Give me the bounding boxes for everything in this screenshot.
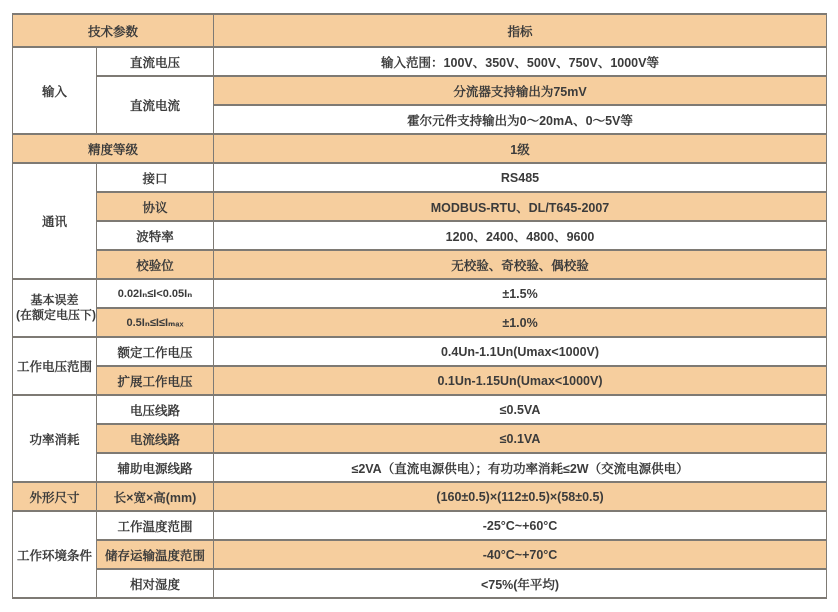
input-category-cell: 输入 — [13, 47, 97, 134]
parity-value-cell: 无校验、奇校验、偶校验 — [214, 250, 827, 279]
rated-voltage-row — [13, 337, 827, 366]
voltage-circuit-value-cell: ≤0.5VA — [214, 395, 827, 424]
dc-voltage-value-cell: 输入范围：100V、350V、500V、750V、1000V等 — [214, 47, 827, 76]
protocol-row — [13, 192, 827, 221]
indicator-header-cell: 指标 — [214, 14, 827, 47]
interface-value-cell: RS485 — [214, 163, 827, 192]
power-category-cell: 功率消耗 — [13, 395, 97, 482]
extended-voltage-row — [13, 366, 827, 395]
aux-circuit-value-cell: ≤2VA（直流电源供电）；有功功率消耗≤2W（交流电源供电） — [214, 453, 827, 482]
dimensions-row — [13, 482, 827, 511]
dc-voltage-label-cell: 直流电压 — [97, 47, 214, 76]
dc-current-label-cell: 直流电流 — [97, 76, 214, 134]
baud-rate-row — [13, 221, 827, 250]
baud-rate-label-cell: 波特率 — [97, 221, 214, 250]
extended-voltage-label-cell: 扩展工作电压 — [97, 366, 214, 395]
humidity-label-cell: 相对湿度 — [97, 569, 214, 598]
environment-category-cell: 工作环境条件 — [13, 511, 97, 598]
basic-error-category-cell — [13, 279, 97, 337]
error-low-range-row — [13, 279, 827, 308]
operating-temp-value-cell: -25°C~+60°C — [214, 511, 827, 540]
aux-circuit-label-cell: 辅助电源线路 — [97, 453, 214, 482]
parity-label-cell: 校验位 — [97, 250, 214, 279]
hall-output-value-cell: 霍尔元件支持输出为0～20mA、0～5V等 — [214, 105, 827, 134]
aux-circuit-row — [13, 453, 827, 482]
parity-row — [13, 250, 827, 279]
header-row — [13, 14, 827, 47]
dimensions-value-cell: (160±0.5)×(112±0.5)×(58±0.5) — [214, 482, 827, 511]
accuracy-class-label-cell: 精度等级 — [13, 134, 214, 163]
tech-params-header-cell: 技术参数 — [13, 14, 214, 47]
storage-temp-row — [13, 540, 827, 569]
protocol-label-cell: 协议 — [97, 192, 214, 221]
basic-error-category-label: 基本误差 (在额定电压下) — [16, 293, 96, 322]
voltage-range-category-cell: 工作电压范围 — [13, 337, 97, 395]
dimensions-label-cell: 外形尺寸 — [13, 482, 97, 511]
error-low-range-label-cell: 0.02Iₙ≤I<0.05Iₙ — [97, 279, 214, 308]
operating-temp-label-cell: 工作温度范围 — [97, 511, 214, 540]
rated-voltage-label-cell: 额定工作电压 — [97, 337, 214, 366]
protocol-value-cell: MODBUS-RTU、DL/T645-2007 — [214, 192, 827, 221]
accuracy-class-row — [13, 134, 827, 163]
current-circuit-value-cell: ≤0.1VA — [214, 424, 827, 453]
error-high-range-row — [13, 308, 827, 337]
humidity-row — [13, 569, 827, 598]
spec-table — [12, 13, 827, 599]
operating-temp-row — [13, 511, 827, 540]
comm-category-cell: 通讯 — [13, 163, 97, 279]
voltage-circuit-label-cell: 电压线路 — [97, 395, 214, 424]
shunt-output-row — [13, 76, 827, 105]
dimensions-sub-label-cell: 长×宽×高(mm) — [97, 482, 214, 511]
dc-voltage-row — [13, 47, 827, 76]
error-high-range-label-cell: 0.5Iₙ≤I≤Iₘₐₓ — [97, 308, 214, 337]
shunt-output-value-cell: 分流器支持输出为75mV — [214, 76, 827, 105]
rated-voltage-value-cell: 0.4Un-1.1Un(Umax<1000V) — [214, 337, 827, 366]
error-low-range-value-cell: ±1.5% — [214, 279, 827, 308]
voltage-circuit-row — [13, 395, 827, 424]
storage-temp-value-cell: -40°C~+70°C — [214, 540, 827, 569]
humidity-value-cell: <75%(年平均) — [214, 569, 827, 598]
interface-label-cell: 接口 — [97, 163, 214, 192]
current-circuit-label-cell: 电流线路 — [97, 424, 214, 453]
accuracy-class-value-cell: 1级 — [214, 134, 827, 163]
current-circuit-row — [13, 424, 827, 453]
storage-temp-label-cell: 储存运输温度范围 — [97, 540, 214, 569]
error-high-range-value-cell: ±1.0% — [214, 308, 827, 337]
extended-voltage-value-cell: 0.1Un-1.15Un(Umax<1000V) — [214, 366, 827, 395]
baud-rate-value-cell: 1200、2400、4800、9600 — [214, 221, 827, 250]
interface-row — [13, 163, 827, 192]
